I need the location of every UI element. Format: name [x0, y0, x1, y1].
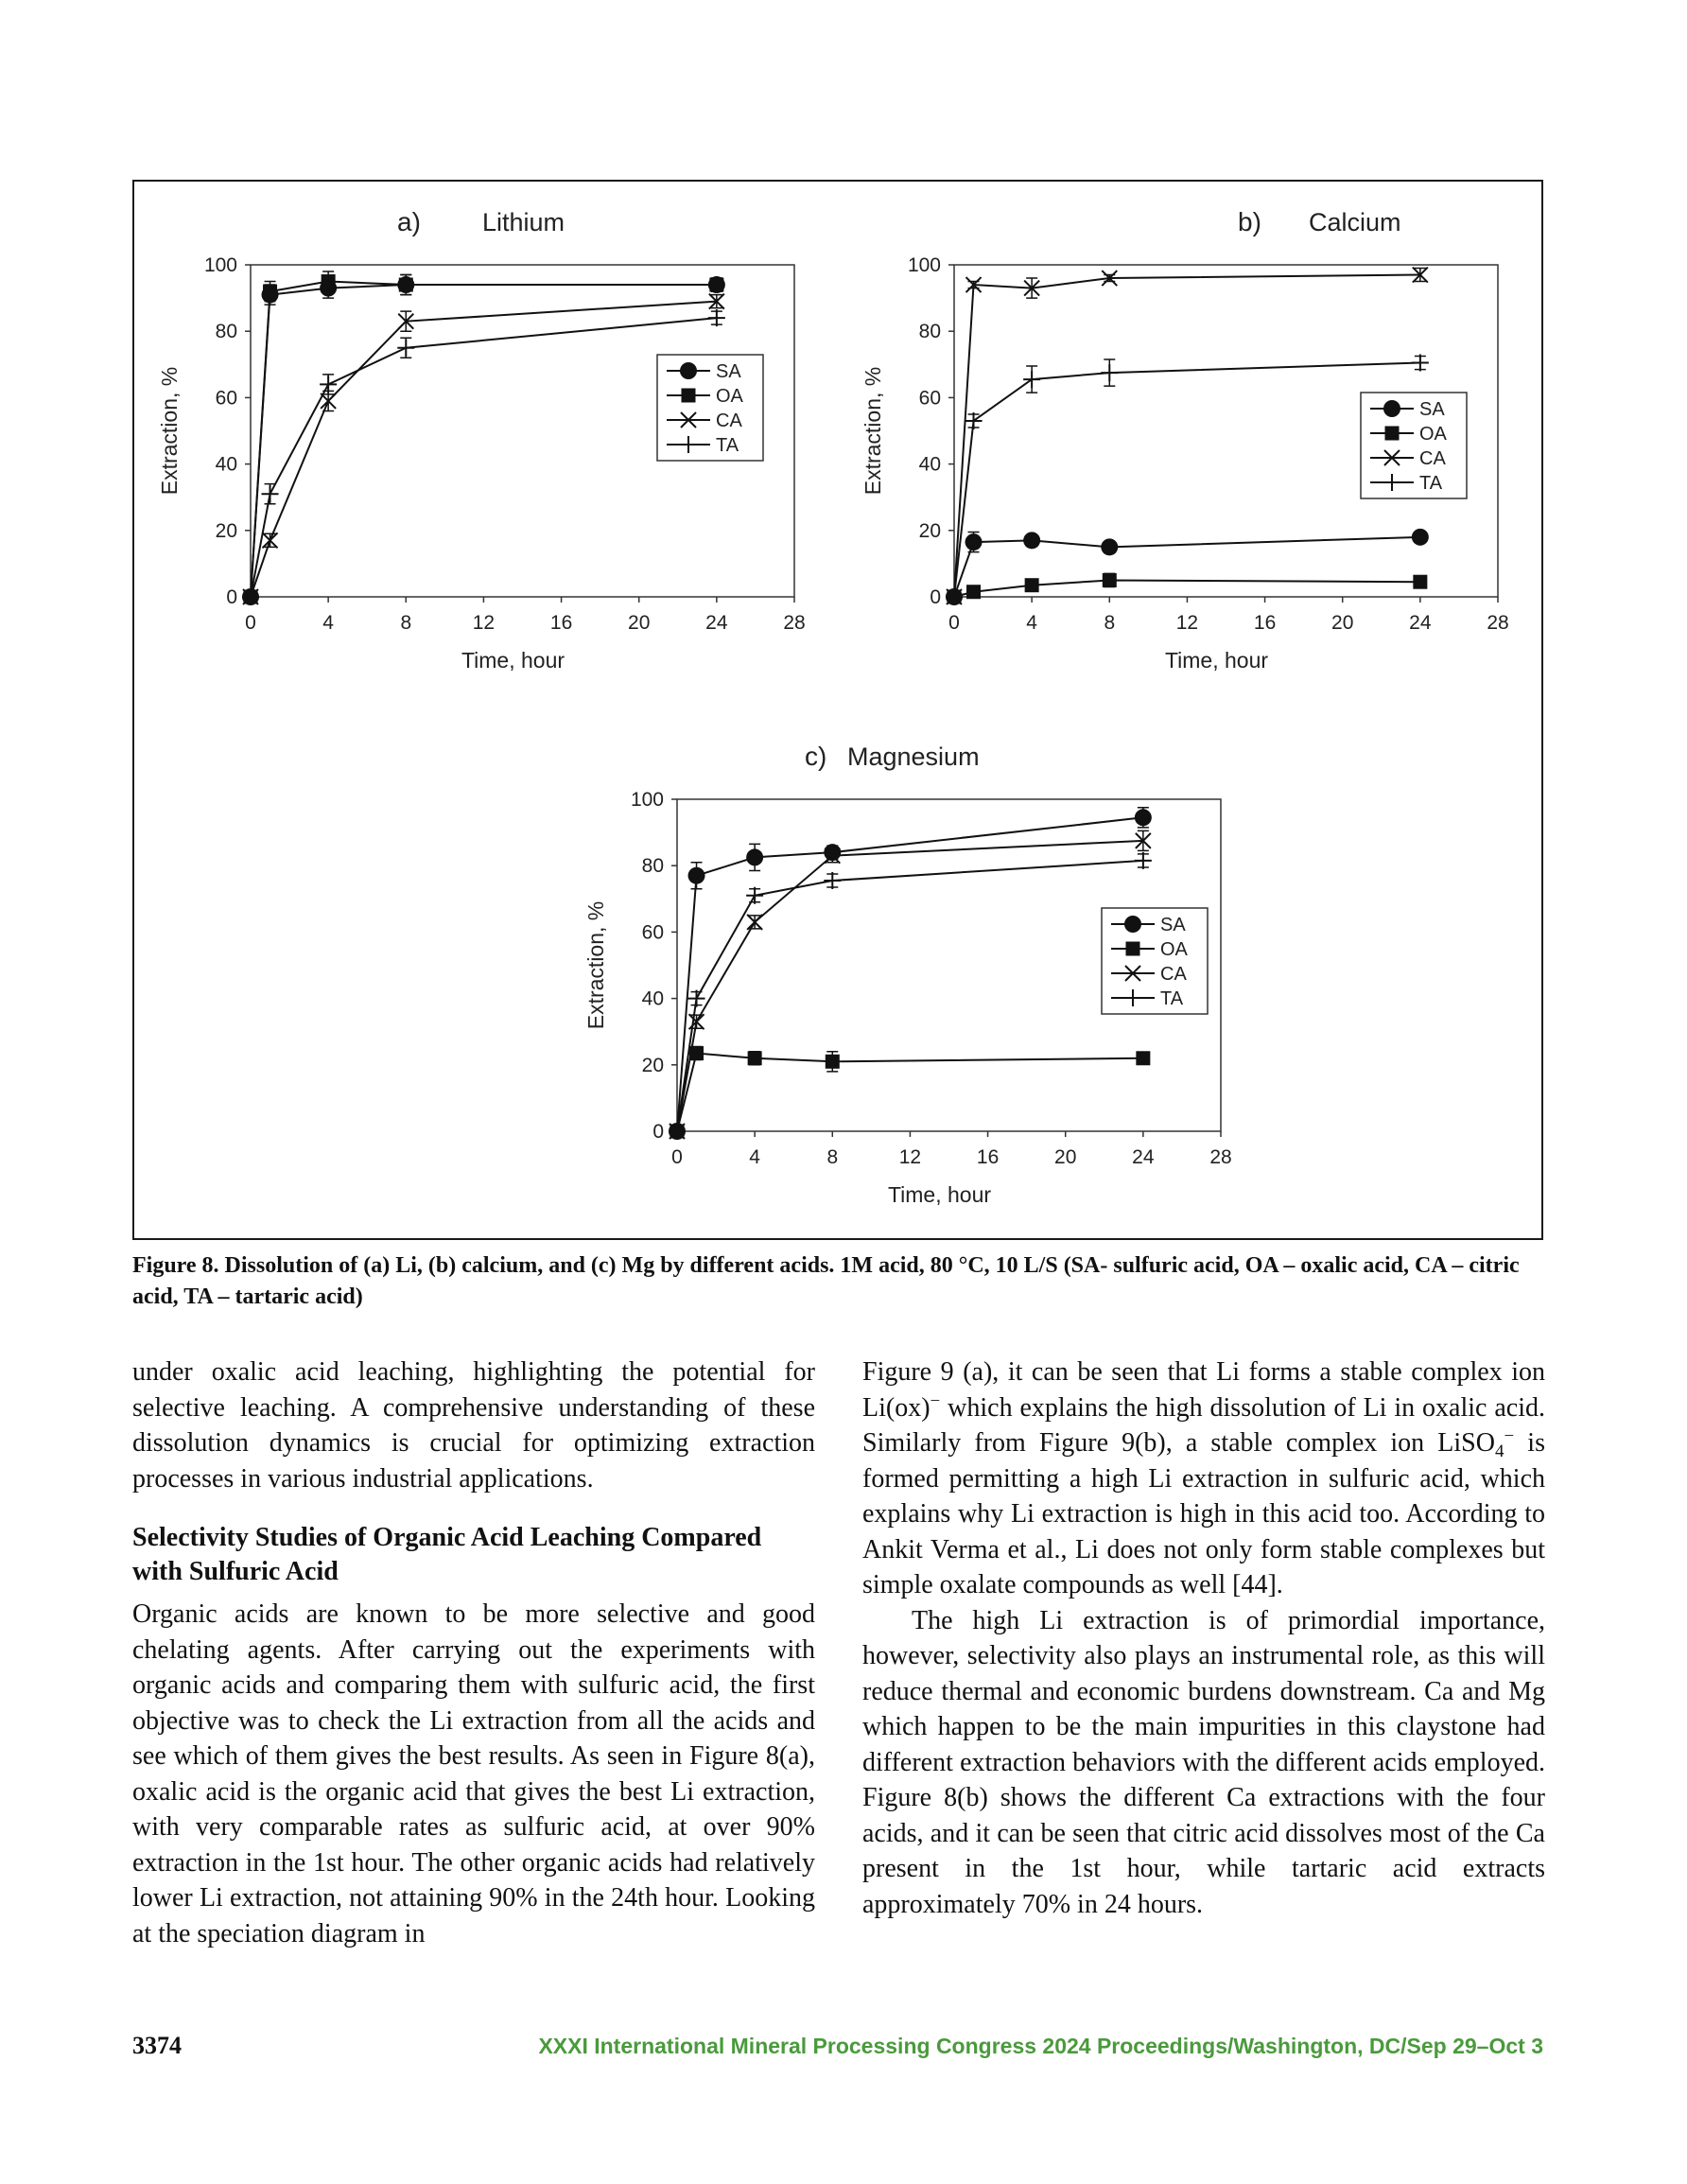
data-point-circle	[1412, 529, 1429, 546]
data-point-circle	[965, 533, 983, 550]
data-point-square	[1385, 427, 1400, 441]
x-tick-label: 0	[948, 612, 960, 634]
data-point-plus	[320, 376, 337, 393]
series-line	[251, 282, 717, 597]
x-tick-label: 12	[472, 612, 496, 634]
data-point-plus	[708, 309, 725, 326]
data-point-plus	[824, 872, 841, 889]
data-point-plus	[1412, 355, 1429, 372]
proceedings-title: XXXI International Mineral Processing Congress 2024 Proceedings/Washington, DC/Sep 29–Oct 3	[538, 2034, 1543, 2058]
series-OA	[244, 271, 724, 603]
data-point-circle	[1124, 916, 1141, 933]
paragraph: under oxalic acid leaching, highlighting the potential for selective leaching. A comprehensive understanding of these dissolution dynamics is crucial for optimizing extraction processes in various industrial applications.	[132, 1357, 815, 1494]
legend-label: TA	[1160, 988, 1184, 1009]
x-axis-label: Time, hour	[461, 648, 565, 673]
x-axis-label: Time, hour	[1164, 648, 1269, 673]
x-tick-label: 28	[783, 612, 806, 634]
data-point-plus	[1023, 371, 1040, 388]
x-tick-label: 4	[322, 612, 334, 634]
left-column	[132, 1354, 815, 1951]
data-point-square	[966, 585, 981, 599]
data-point-plus	[1135, 852, 1152, 869]
data-point-square	[748, 1051, 762, 1065]
x-tick-label: 24	[705, 612, 728, 634]
y-tick-label: 40	[641, 987, 664, 1010]
data-point-circle	[1101, 538, 1118, 555]
data-point-square	[1025, 578, 1039, 592]
y-tick-label: 80	[918, 321, 941, 343]
legend	[1361, 393, 1467, 498]
data-point-circle	[680, 362, 697, 379]
chart-title: Calcium	[1309, 208, 1401, 236]
y-axis-label: Extraction, %	[861, 366, 885, 496]
y-tick-label: 20	[215, 519, 237, 542]
x-tick-label: 28	[1487, 612, 1509, 634]
data-point-plus	[1101, 364, 1118, 381]
paragraph-text: which explains the high dissolution of Li in oxalic acid. Similarly from Figure 9(b), a stable complex ion LiSO	[862, 1392, 1545, 1458]
y-tick-label: 40	[918, 453, 941, 476]
legend-label: CA	[1160, 964, 1187, 985]
series-SA	[669, 808, 1152, 1140]
x-tick-label: 4	[1026, 612, 1037, 634]
data-point-square	[1413, 575, 1427, 589]
page-number: 3374	[132, 2032, 182, 2059]
superscript: −	[1504, 1426, 1515, 1446]
series-CA	[947, 268, 1428, 604]
x-tick-label: 16	[976, 1146, 1000, 1168]
y-tick-label: 100	[630, 789, 664, 811]
x-tick-label: 8	[400, 612, 412, 634]
y-axis-label: Extraction, %	[583, 900, 608, 1030]
data-point-square	[1136, 1051, 1150, 1065]
series-line	[954, 580, 1420, 597]
data-point-square	[1126, 942, 1140, 956]
paragraph: Organic acids are known to be more selective and good chelating agents. After carrying out the experiments with organic acids and comparing them with sulfuric acid, the first objective was to check the Li extraction from all the acids and see which of them gives the best results. As seen in Figure 8(a), oxalic acid is the organic acid that gives the best Li extraction, with very comparable rates as sulfuric acid, at over 90% extraction in the 1st hour. The other organic acids had relatively lower Li extraction, not attaining 90% in the 24th hour. Looking at the speciation diagram in	[132, 1599, 815, 1948]
series-line	[677, 1054, 1143, 1131]
y-axis-label: Extraction, %	[157, 366, 182, 496]
x-tick-label: 4	[749, 1146, 760, 1168]
x-tick-label: 16	[1253, 612, 1277, 634]
legend-label: SA	[716, 361, 741, 382]
x-tick-label: 12	[898, 1146, 922, 1168]
legend-label: SA	[1160, 915, 1186, 935]
x-axis-label: Time, hour	[887, 1182, 992, 1207]
data-point-square	[1103, 573, 1117, 587]
paragraph	[862, 1354, 1545, 1603]
y-tick-label: 100	[203, 254, 237, 276]
y-tick-label: 60	[918, 387, 941, 410]
chart-magnesium	[567, 724, 1232, 1225]
y-tick-label: 20	[641, 1054, 664, 1076]
y-tick-label: 20	[918, 519, 941, 542]
y-tick-label: 100	[907, 254, 941, 276]
x-tick-label: 20	[628, 612, 651, 634]
x-tick-label: 24	[1409, 612, 1432, 634]
x-tick-label: 8	[1104, 612, 1116, 634]
data-point-circle	[1135, 809, 1152, 826]
x-tick-label: 28	[1209, 1146, 1232, 1168]
x-tick-label: 16	[549, 612, 573, 634]
data-point-circle	[1383, 400, 1400, 417]
x-tick-label: 8	[826, 1146, 839, 1168]
series-line	[251, 318, 717, 597]
series-TA	[242, 309, 725, 605]
data-point-square	[709, 278, 723, 292]
y-tick-label: 80	[641, 855, 664, 878]
legend-label: CA	[716, 411, 742, 431]
series-line	[677, 841, 1143, 1131]
data-point-circle	[746, 848, 763, 865]
y-tick-label: 0	[930, 586, 941, 608]
x-tick-label: 24	[1132, 1146, 1155, 1168]
data-point-circle	[688, 867, 705, 884]
legend-label: CA	[1419, 448, 1446, 469]
right-column	[862, 1354, 1545, 1922]
series-line	[954, 275, 1420, 597]
series-CA	[670, 830, 1151, 1139]
subscript: 4	[1494, 1441, 1504, 1461]
legend-label: TA	[716, 435, 739, 456]
data-point-plus	[746, 887, 763, 904]
paragraph: The high Li extraction is of primordial importance, however, selectivity also plays an instrumental role, as this will reduce thermal and economic burdens downstream. Ca and Mg which happen to be the main impurities in this claystone had different extraction behaviors with the different acids employed. Figure 8(b) shows the different Ca extractions with the four acids, and it can be seen that citric acid dissolves most of the Ca present in the 1st hour, while tartaric acid extracts approximately 70% in 24 hours.	[862, 1605, 1545, 1919]
data-point-square	[263, 285, 277, 299]
chart-title: Lithium	[482, 208, 565, 236]
figure-caption: Figure 8. Dissolution of (a) Li, (b) calcium, and (c) Mg by different acids. 1M acid, 80 °C, 10 L/S (SA- sulfuric acid, OA – oxalic acid, CA – citric acid, TA – tartaric acid)	[132, 1253, 1520, 1309]
y-tick-label: 40	[215, 453, 237, 476]
paragraph-text: is formed permitting a high Li extraction in sulfuric acid, which explains why Li extraction is high in this acid too. According to Ankit Verma et al., Li does not only form stable complexes but simple oxalate compounds as well [44].	[862, 1428, 1545, 1599]
panel-label: c)	[805, 742, 827, 771]
legend	[1102, 908, 1208, 1014]
paragraph-text: Figure 9 (a), it can be seen that Li forms a stable complex ion Li(ox)	[862, 1357, 1545, 1423]
section-heading: Selectivity Studies of Organic Acid Leaching Compared with Sulfuric Acid	[132, 1523, 762, 1586]
panel-label: a)	[397, 207, 421, 236]
legend-label: TA	[1419, 473, 1443, 494]
chart-calcium	[845, 189, 1507, 681]
series-line	[677, 861, 1143, 1131]
data-point-square	[682, 389, 696, 403]
data-point-plus	[262, 485, 279, 502]
legend-label: SA	[1419, 399, 1445, 420]
data-point-plus	[397, 340, 414, 357]
y-tick-label: 0	[652, 1121, 664, 1143]
panel-label: b)	[1238, 207, 1261, 236]
series-TA	[669, 852, 1152, 1140]
data-point-circle	[1023, 532, 1040, 549]
y-tick-label: 60	[641, 921, 664, 944]
x-tick-label: 20	[1054, 1146, 1077, 1168]
x-tick-label: 20	[1331, 612, 1354, 634]
series-TA	[946, 355, 1429, 605]
series-line	[954, 363, 1420, 597]
legend-label: OA	[1419, 424, 1447, 445]
data-point-plus	[965, 412, 983, 429]
y-tick-label: 0	[226, 586, 237, 608]
data-point-square	[322, 274, 336, 288]
chart-lithium	[142, 189, 804, 681]
x-tick-label: 0	[671, 1146, 683, 1168]
series-line	[954, 537, 1420, 597]
superscript: −	[930, 1390, 941, 1411]
chart-title: Magnesium	[847, 743, 980, 771]
data-point-square	[826, 1055, 840, 1069]
y-tick-label: 60	[215, 387, 237, 410]
y-tick-label: 80	[215, 321, 237, 343]
series-line	[251, 285, 717, 597]
legend	[657, 355, 763, 461]
x-tick-label: 0	[245, 612, 256, 634]
series-line	[251, 302, 717, 597]
data-point-plus	[688, 990, 705, 1007]
legend-label: OA	[716, 386, 743, 407]
series-OA	[670, 1046, 1151, 1138]
data-point-square	[399, 278, 413, 292]
series-SA	[946, 529, 1429, 605]
x-tick-label: 12	[1175, 612, 1199, 634]
legend-label: OA	[1160, 939, 1188, 960]
